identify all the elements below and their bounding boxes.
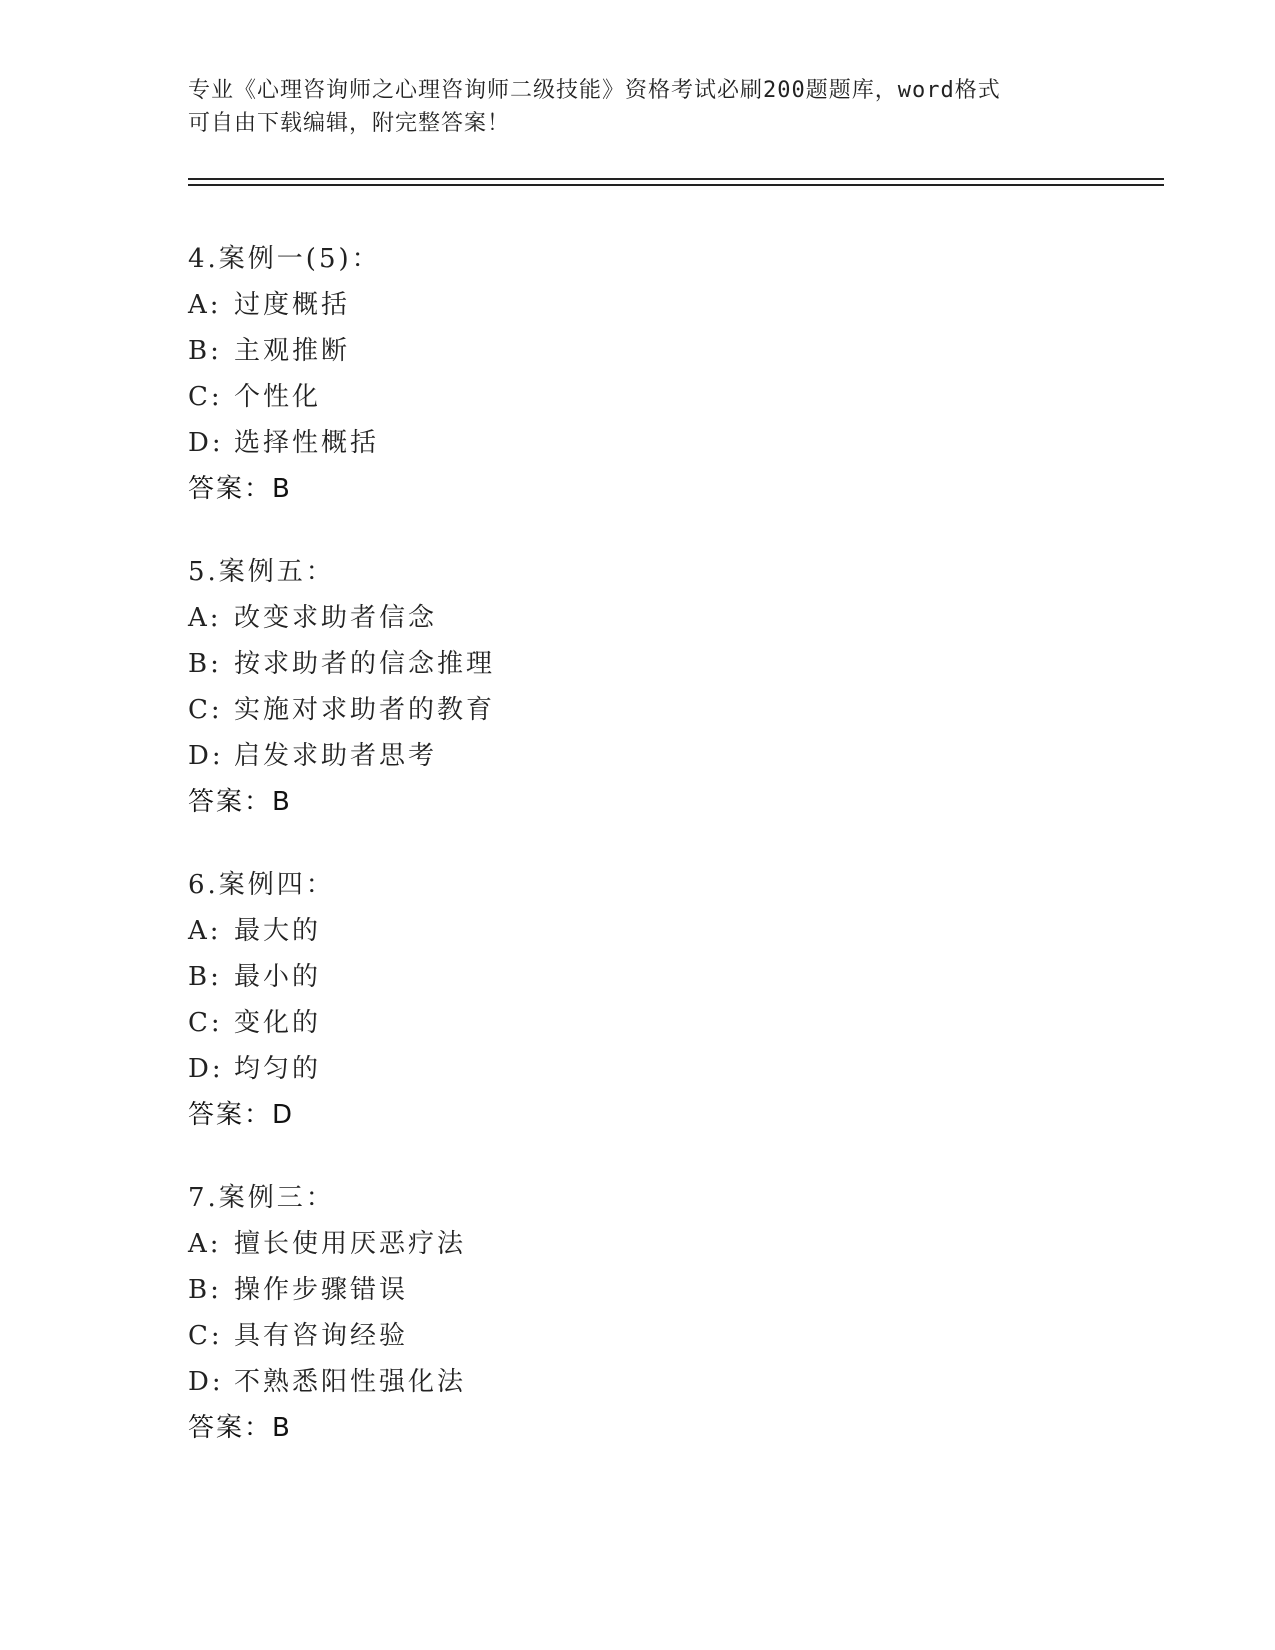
option-text: 启发求助者思考 [234,741,438,771]
option-letter: D: [188,428,224,458]
header-title-line-1: 专业《心理咨询师之心理咨询师二级技能》资格考试必刷200题题库，word格式 [188,78,1001,103]
question-stem: 4.案例一(5)： [188,244,381,274]
option-text: 主观推断 [234,336,351,366]
option-letter: A: [188,1229,222,1259]
header-divider-top [188,178,1164,180]
option-letter: C: [188,695,223,725]
option-c [188,687,1148,733]
option-d [188,1359,1148,1405]
answer-line: 答案：D [188,1100,295,1130]
option-text: 擅长使用厌恶疗法 [234,1229,467,1259]
question-block-6 [188,862,1148,1138]
question-block-5 [188,549,1148,825]
question-list [188,236,1148,1488]
document-header [188,74,1088,140]
option-a [188,595,1148,641]
option-letter: B: [188,962,222,992]
option-text: 个性化 [234,382,322,412]
option-d [188,1046,1148,1092]
option-letter: C: [188,1321,223,1351]
option-text: 不熟悉阳性强化法 [234,1367,467,1397]
option-d [188,733,1148,779]
option-letter: D: [188,1367,224,1397]
option-a [188,282,1148,328]
question-stem: 6.案例四： [188,870,335,900]
question-block-7 [188,1175,1148,1451]
option-b [188,641,1148,687]
option-letter: C: [188,1008,223,1038]
option-letter: A: [188,603,222,633]
option-c [188,374,1148,420]
question-block-4 [188,236,1148,512]
option-text: 最小的 [234,962,322,992]
option-letter: C: [188,382,223,412]
header-divider-bottom [188,184,1164,186]
option-text: 最大的 [234,916,322,946]
option-b [188,1267,1148,1313]
option-b [188,328,1148,374]
option-text: 实施对求助者的教育 [234,695,496,725]
option-a [188,1221,1148,1267]
option-letter: B: [188,649,222,679]
option-letter: B: [188,1275,222,1305]
option-letter: A: [188,290,222,320]
question-stem: 5.案例五： [188,557,335,587]
answer-line: 答案：B [188,787,292,817]
option-b [188,954,1148,1000]
option-a [188,908,1148,954]
option-c [188,1313,1148,1359]
option-c [188,1000,1148,1046]
option-letter: D: [188,1054,224,1084]
option-letter: B: [188,336,222,366]
option-text: 按求助者的信念推理 [234,649,496,679]
option-text: 选择性概括 [234,428,380,458]
option-text: 变化的 [234,1008,322,1038]
option-text: 具有咨询经验 [234,1321,409,1351]
answer-line: 答案：B [188,474,292,504]
answer-line: 答案：B [188,1413,292,1443]
option-letter: D: [188,741,224,771]
option-text: 改变求助者信念 [234,603,438,633]
question-stem: 7.案例三： [188,1183,335,1213]
option-letter: A: [188,916,222,946]
option-d [188,420,1148,466]
option-text: 过度概括 [234,290,351,320]
option-text: 均匀的 [234,1054,322,1084]
header-title-line-2: 可自由下载编辑，附完整答案！ [188,111,511,136]
option-text: 操作步骤错误 [234,1275,409,1305]
